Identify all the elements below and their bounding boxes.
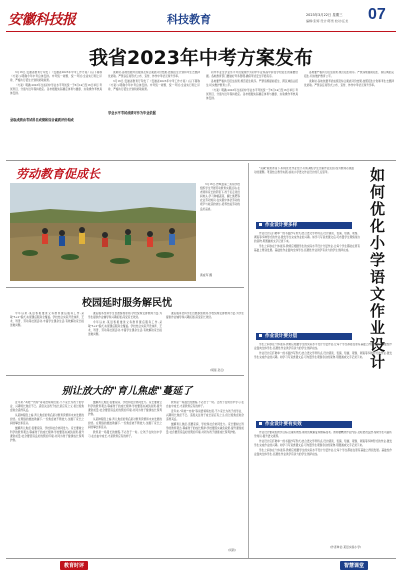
- sidebar-author: (作者单位:某县实验小学): [330, 545, 362, 549]
- article3-headline: 别让放大的"育儿焦虑"蔓延了: [61, 386, 193, 397]
- sidebar-section2-text: 学生之间存在个体差异,教师应根据学生的实际水平设计分层作业,让每个学生都能在原有基础上得到发展。基础性作业面向全体学生,拓展性作业供学有余力的学生选择完成。 作业设计应打破单一的书面抄写形式,结合语文学科特点,设计朗读、表演、绘画、观察、调查等多种形式的作业,激发学生完成作业的兴趣。如学习写景类课文后,可布置学生观察身边的景物,用图画或文字记录下来。: [254, 343, 392, 359]
- article2-column-2: 课后服务坚持学生自愿参加原则,学校统筹安排教师力量,为学生提供作业辅导和兴趣拓展,深受家长欢迎。 今年以来,某县积极推进义务教育课后服务工作,采取"5+2"模式,实现课后服务全覆盖。学校结合实际开设体育、艺术、科普、劳动等社团活动,丰富学生课余生活,有效解决家长接送难问题。: [88, 312, 162, 337]
- masthead-rule: [6, 31, 396, 32]
- footer-right-tag: 智慧课堂: [340, 561, 368, 570]
- lead-subhead-2: 学业水平考试成绩可作为毕业依据: [108, 111, 156, 115]
- footer-left-tag: 教育时评: [60, 561, 88, 570]
- photo-feature-image: [10, 183, 196, 281]
- sidebar-section3-title: 作业设计要有实效: [256, 421, 352, 428]
- lead-column-2: 录取时,各地依据考试成绩及综合素质评价结果,按照招生计划和考生志愿择优录取。严禁以任何形式公布、宣传、炒作中考状元和升学率。 3月16日,安徽省教育厅印发了《安徽省2023年中考工作方案》(以下简称《方案》),明确今年中考总体安排。中考统一命题、统一考试;全省实行网上评卷、严格执行招生计划和录取政策。: [108, 71, 200, 91]
- section-name: 科技教育: [167, 13, 211, 26]
- sidebar-section2-title: 作业设计要分层: [256, 333, 352, 340]
- sidebar-section3-text: 作业设计要紧扣教学目标,注重实效性,避免机械重复和题海战术。教师要精选作业内容,及时批改反馈,帮助学生巩固所学知识,提升语文素养。 作业设计应打破单一的书面抄写形式,结合语文学科特点,设计朗读、表演、绘画、观察、调查等多种形式的作业,激发学生完成作业的兴趣。如学习写景类课文后,可布置学生观察身边的景物,用图画或文字记录下来。 学生之间存在个体差异,教师应根据学生的实际水平设计分层作业,让每个学生都能在原有基础上得到发展。基础性作业面向全体学生,拓展性作业供学有余力的学生选择完成。: [254, 431, 392, 456]
- lead-column-3: 初中毕业生学业水平考试成绩作为初中毕业和高中阶段学校招生的重要依据。各地教育部门要做好考务管理,确保考试安全平稳有序。 各地要严格执行招生政策,规范招生秩序。严禁违规提前招生、跨区域掐尖招生,切实维护教育公平。 《方案》明确,2023年全省初中学业水平考试统一于6月14日至16日举行,考试科目、分值与往年保持稳定。各市根据实际确定体育与健康、实验操作考核具体安排。: [206, 71, 298, 100]
- editor-credits: 编辑:张婷 设计:陈雪 校对:汪龙: [306, 19, 349, 23]
- sidebar-section1-title: 作业设计要多样: [256, 222, 352, 229]
- article3-credit: (何新): [228, 548, 236, 552]
- column-divider: [248, 163, 249, 558]
- sidebar-section1-text: 作业设计应打破单一的书面抄写形式,结合语文学科特点,设计朗读、表演、绘画、观察、调查等多种形式的作业,激发学生完成作业的兴趣。如学习写景类课文后,可布置学生观察身边的景物,用图画或文字记录下来。 学生之间存在个体差异,教师应根据学生的实际水平设计分层作业,让每个学生都能在原有基础上得到发展。基础性作业面向全体学生,拓展性作业供学有余力的学生选择完成。: [254, 232, 360, 252]
- footer-rule: [6, 558, 396, 559]
- article3-column-3: 教育是一场漫长的旅程,不必急于一时。让孩子在快乐中学习,在自由中成长,才是教育应有的样子。 近年来,"鸡娃""内卷"等词语频频出现,不少家长为孩子的学业、兴趣特长焦虑不已。适度关注孩子成长是应有之义,但过度焦虑则会适得其反。 缓解育儿焦虑,需要家庭、学校和社会协同发力。家长要树立科学的教育观念,尊重孩子的成长规律;学校要落实减负政策,提升课堂质量;社会要营造良好的舆论环境,共同为孩子健康成长保驾护航。: [166, 401, 244, 434]
- issue-date: 2023年3月22日 星期三: [306, 13, 343, 17]
- page-number: 07: [368, 6, 386, 23]
- lead-column-4: 各地要严格执行招生政策,规范招生秩序。严禁违规提前招生、跨区域掐尖招生,切实维护教育公平。 录取时,各地依据考试成绩及综合素质评价结果,按照招生计划和考生志愿择优录取。严禁以任何形式公布、宣传、炒作中考状元和升学率。: [304, 71, 394, 87]
- photo-credit: 黄成军 摄: [200, 273, 213, 277]
- section3-bullet-icon: [259, 422, 262, 425]
- photo-feature-caption: 3月16日,舒城县第二实验学校组织学生开展劳动教育实践活动,在老师和家长的带领下,孩子们走进田间地头,学习种植蔬菜、翻土施肥等农业劳动知识,在实践中体会劳动的艰辛与收获的快乐,培养热爱劳动的良好品质。: [200, 183, 240, 211]
- article3-column-1: 近年来,"鸡娃""内卷"等词语频频出现,不少家长为孩子的学业、兴趣特长焦虑不已。适度关注孩子成长是应有之义,但过度焦虑则会适得其反。 从某种程度上看,育儿焦虑的背后是对教育资源和未来发展的担忧。在网络的推波助澜下,一些焦虑被不断放大,加剧了家长之间的攀比和盲从。 缓解育儿焦虑,需要家庭、学校和社会协同发力。家长要树立科学的教育观念,尊重孩子的成长规律;学校要落实减负政策,提升课堂质量;社会要营造良好的舆论环境,共同为孩子健康成长保驾护航。: [10, 401, 84, 443]
- photo-feature-title: 劳动教育促成长: [16, 167, 101, 181]
- article2-credit: (胡星 孙云): [210, 368, 225, 372]
- sidebar-title: 如何优化小学语文作业设计: [370, 166, 386, 371]
- lead-bottom-rule: [6, 160, 396, 161]
- article2-headline: 校园延时服务解民忧: [82, 298, 172, 309]
- article2-column-1: 今年以来,某县积极推进义务教育课后服务工作,采取"5+2"模式,实现课后服务全覆盖。学校结合实际开设体育、艺术、科普、劳动等社团活动,丰富学生课余生活,有效解决家长接送难问题。: [10, 312, 84, 328]
- lead-column-1: 3月16日,安徽省教育厅印发了《安徽省2023年中考工作方案》(以下简称《方案》),明确今年中考总体安排。中考统一命题、统一考试;全省实行网上评卷、严格执行招生计划和录取政策。 《方案》明确,2023年全省初中学业水平考试统一于6月14日至16日举行,考试科目、分值与往年保持稳定。各市根据实际确定体育与健康、实验操作考核具体安排。: [10, 71, 102, 96]
- section2-bullet-icon: [259, 334, 262, 337]
- article3-column-2: 缓解育儿焦虑,需要家庭、学校和社会协同发力。家长要树立科学的教育观念,尊重孩子的成长规律;学校要落实减负政策,提升课堂质量;社会要营造良好的舆论环境,共同为孩子健康成长保驾护航。 从某种程度上看,育儿焦虑的背后是对教育资源和未来发展的担忧。在网络的推波助澜下,一些焦虑被不断放大,加剧了家长之间的攀比和盲从。 教育是一场漫长的旅程,不必急于一时。让孩子在快乐中学习,在自由中成长,才是教育应有的样子。: [88, 401, 162, 438]
- masthead-logo: 安徽科技报: [8, 12, 76, 28]
- article2-column-3: 课后服务坚持学生自愿参加原则,学校统筹安排教师力量,为学生提供作业辅导和兴趣拓展,深受家长欢迎。: [166, 312, 244, 320]
- photo-bottom-rule: [6, 287, 244, 288]
- article2-bottom-rule: [6, 375, 244, 376]
- lead-headline: 我省2023年中考方案发布: [89, 47, 313, 69]
- lead-subhead-1: 录取成绩由考试科目成绩和综合素质评价构成: [10, 118, 74, 122]
- sidebar-intro: "双减"政策背景下,如何优化作业设计,切实减轻学生过重作业负担,成为教师必须面对的课题。笔者结合教学实践,谈谈小学语文作业设计的几点思考。: [254, 167, 354, 175]
- section1-bullet-icon: [259, 223, 262, 226]
